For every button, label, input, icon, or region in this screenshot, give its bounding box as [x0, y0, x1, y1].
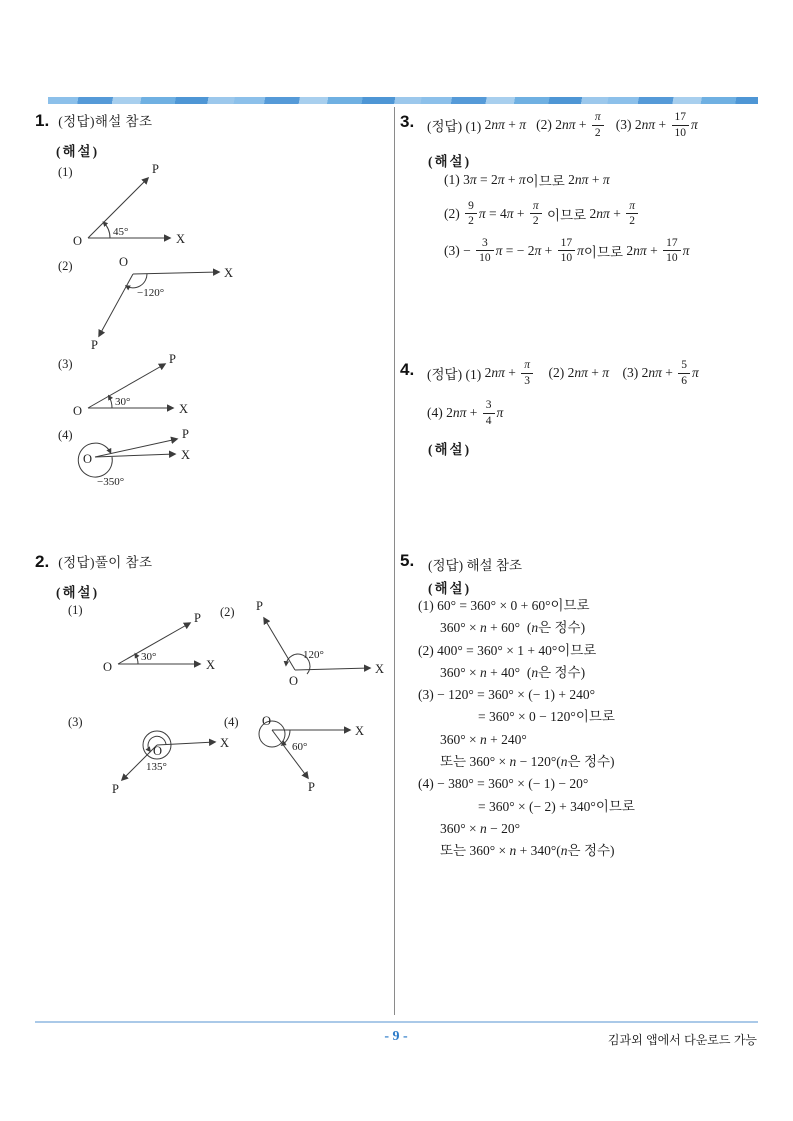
text-run: (3)	[609, 365, 642, 380]
problem-1-header	[35, 110, 152, 131]
problem-3-solution	[444, 168, 789, 273]
math-run: 2nπ + π	[567, 365, 610, 380]
origin-label: O	[119, 255, 129, 269]
math-run: 2nπ +	[589, 205, 621, 221]
ray-label: P	[169, 352, 176, 366]
fraction: $\frac{9}{2}$	[465, 199, 477, 229]
angle-diagram-2-4	[222, 708, 390, 810]
page-number: - 9 -	[384, 1029, 408, 1044]
fraction: $\frac{\pi}{2}$	[530, 199, 542, 229]
problem-2-explain-label: (해설)	[56, 585, 100, 600]
x-axis-label: X	[375, 662, 385, 676]
angle-label: 135°	[146, 761, 167, 773]
angle-diagram-2-1	[60, 598, 235, 680]
text-run: (2)	[418, 642, 438, 658]
diagram-index: (4)	[224, 715, 239, 729]
angle-label: 30°	[141, 651, 157, 663]
ray-label: P	[182, 427, 189, 441]
math-run: π	[577, 242, 584, 258]
origin-label: O	[153, 744, 163, 758]
angle-label: 120°	[303, 649, 324, 661]
problem-2-answer: (정답)풀이 참조	[58, 555, 153, 570]
problem-1-explain-label: (해설)	[56, 144, 100, 159]
problem-3-number: 3.	[400, 112, 415, 131]
x-axis-label: X	[179, 402, 189, 416]
problem-3-answer	[427, 108, 785, 142]
problem-1-number: 1.	[35, 111, 50, 130]
text-run: (정답) (1)	[427, 119, 485, 134]
solution-line	[418, 706, 783, 728]
math-run: = 360° × 0 − 120°	[478, 709, 576, 725]
ray-label: P	[256, 599, 263, 613]
diagram-index: (1)	[58, 165, 73, 179]
math-run: 2nπ +	[626, 242, 658, 258]
x-axis-label: X	[176, 232, 186, 246]
text-run: 또는	[440, 754, 470, 770]
diagram-index: (3)	[58, 357, 73, 371]
math-run: 400° = 360° × 1 + 40°	[437, 642, 558, 658]
diagram-index: (2)	[58, 259, 73, 273]
ray-label: P	[152, 162, 159, 176]
text-run: 이므로	[583, 244, 627, 260]
text-run: 이므로	[575, 709, 615, 725]
diagram-index: (2)	[220, 605, 235, 619]
text-run: (4)	[418, 776, 438, 792]
text-run: 이므로	[595, 798, 635, 814]
text-run: 또는	[440, 843, 470, 859]
fraction: $\frac{3}{10}$	[476, 236, 494, 266]
math-run: −	[463, 242, 471, 258]
text-run: (1)	[444, 172, 464, 187]
text-run: (1)	[418, 598, 438, 613]
solution-line	[418, 729, 783, 751]
angle-label: −120°	[137, 287, 165, 299]
math-run: π	[496, 405, 504, 420]
problem-1-answer: (정답)해설 참조	[58, 114, 153, 129]
math-run: π	[682, 242, 690, 258]
solution-line	[444, 236, 789, 266]
math-run: π	[692, 365, 699, 380]
ray-label: P	[112, 782, 119, 796]
problem-5-number: 5.	[400, 551, 415, 570]
decorative-header-band	[48, 97, 758, 104]
angle-label: 45°	[113, 226, 129, 238]
solution-line	[418, 840, 783, 862]
solution-line	[418, 773, 783, 795]
text-run: (3)	[444, 242, 464, 258]
text-run: 이므로	[525, 174, 569, 189]
fraction: $\frac{5}{6}$	[678, 358, 690, 388]
math-run: 360° × n − 20°	[440, 820, 521, 836]
angle-diagram-2-2	[218, 596, 390, 691]
fraction: $\frac{\pi}{3}$	[521, 358, 533, 388]
fraction: $\frac{17}{10}$	[672, 110, 690, 140]
diagram-index: (4)	[58, 428, 73, 442]
solution-line	[418, 751, 783, 773]
solution-line	[418, 818, 783, 840]
text-run: (정답) (1)	[427, 367, 485, 382]
math-run: 3π = 2π + π	[463, 172, 526, 187]
solution-line	[444, 168, 789, 192]
solution-line	[418, 662, 783, 684]
math-run: 2nπ +	[634, 117, 667, 132]
ray-label: P	[91, 338, 98, 352]
x-axis-label: X	[224, 266, 234, 280]
problem-4-number: 4.	[400, 360, 415, 379]
origin-label: O	[289, 674, 299, 688]
origin-label: O	[73, 234, 83, 248]
footer-download-note: 김과외 앱에서 다운로드 가능	[607, 1033, 757, 1047]
origin-label: O	[103, 660, 113, 674]
problem-5-answer: (정답) 해설 참조	[428, 558, 522, 573]
solution-line	[418, 640, 783, 662]
solution-line	[418, 684, 783, 706]
math-run: 2nπ + π	[568, 172, 610, 187]
math-run: 360° × n + 340°(n은 정수)	[469, 843, 615, 859]
math-run: 360° × n + 40° (n은 정수)	[440, 664, 586, 680]
text-run: (4)	[427, 405, 447, 420]
math-run: π = 4π +	[478, 205, 525, 221]
math-run: 2nπ +	[555, 117, 587, 132]
diagram-index: (3)	[68, 715, 83, 729]
diagram-index: (1)	[68, 603, 83, 617]
x-axis-label: X	[206, 658, 216, 672]
problem-4-answer-line-4	[427, 396, 727, 430]
text-run: (3)	[418, 687, 438, 703]
math-run: 360° × n + 60° (n은 정수)	[440, 620, 586, 636]
math-run: π = − 2π +	[495, 242, 553, 258]
x-axis-label: X	[220, 736, 230, 750]
text-run: (3)	[605, 117, 635, 132]
origin-label: O	[262, 714, 272, 728]
solution-line	[418, 796, 783, 818]
math-run: 60° = 360° × 0 + 60°	[437, 598, 551, 613]
ray-label: P	[308, 780, 315, 794]
column-divider	[394, 107, 395, 1015]
problem-4-explain-label: (해설)	[428, 442, 472, 457]
solution-line	[418, 595, 783, 617]
math-run: 2nπ + π	[484, 117, 526, 132]
math-run: − 120° = 360° × (− 1) + 240°	[437, 687, 595, 703]
math-run: 360° × n + 240°	[440, 731, 527, 747]
problem-4-answer	[427, 356, 785, 390]
fraction: $\frac{17}{10}$	[663, 236, 681, 266]
math-run: 360° × n − 120°(n은 정수)	[469, 754, 615, 770]
problem-2-number: 2.	[35, 552, 50, 571]
text-run: 이므로	[557, 642, 597, 658]
math-run: = 360° × (− 2) + 340°	[478, 798, 596, 814]
math-run: 2nπ +	[484, 365, 516, 380]
fraction: $\frac{\pi}{2}$	[626, 199, 638, 229]
angle-label: −350°	[97, 476, 125, 488]
angle-diagram-1-1	[55, 160, 245, 252]
fraction: $\frac{\pi}{2}$	[592, 110, 604, 140]
math-run: π	[691, 117, 698, 132]
ray-label: P	[194, 611, 201, 625]
text-run: 이므로	[550, 598, 590, 613]
x-axis-label: X	[181, 448, 191, 462]
fraction: $\frac{17}{10}$	[558, 236, 576, 266]
problem-3-explain-label: (해설)	[428, 154, 472, 169]
math-run: 2nπ +	[641, 365, 673, 380]
angle-diagram-1-3	[55, 352, 245, 424]
x-axis-label: X	[355, 724, 365, 738]
problem-5-explain-label: (해설)	[428, 581, 472, 596]
angle-label: 30°	[115, 396, 131, 408]
origin-label: O	[83, 452, 93, 466]
text-run: (2)	[534, 365, 568, 380]
footer-divider-line	[35, 1021, 758, 1023]
solution-line	[444, 199, 789, 229]
solution-line	[418, 617, 783, 639]
problem-2-header	[35, 551, 152, 572]
text-run: (2)	[525, 117, 556, 132]
text-run: (2)	[444, 205, 464, 221]
math-run: − 380° = 360° × (− 1) − 20°	[437, 776, 589, 792]
origin-label: O	[73, 404, 83, 418]
angle-diagram-1-4	[55, 423, 245, 493]
text-run: 이므로	[543, 207, 590, 223]
problem-5-solution	[418, 595, 783, 863]
angle-diagram-1-2	[55, 252, 245, 350]
angle-label: 60°	[292, 741, 308, 753]
math-run: 2nπ +	[446, 405, 478, 420]
angle-diagram-2-3	[60, 710, 240, 805]
fraction: $\frac{3}{4}$	[483, 398, 495, 428]
